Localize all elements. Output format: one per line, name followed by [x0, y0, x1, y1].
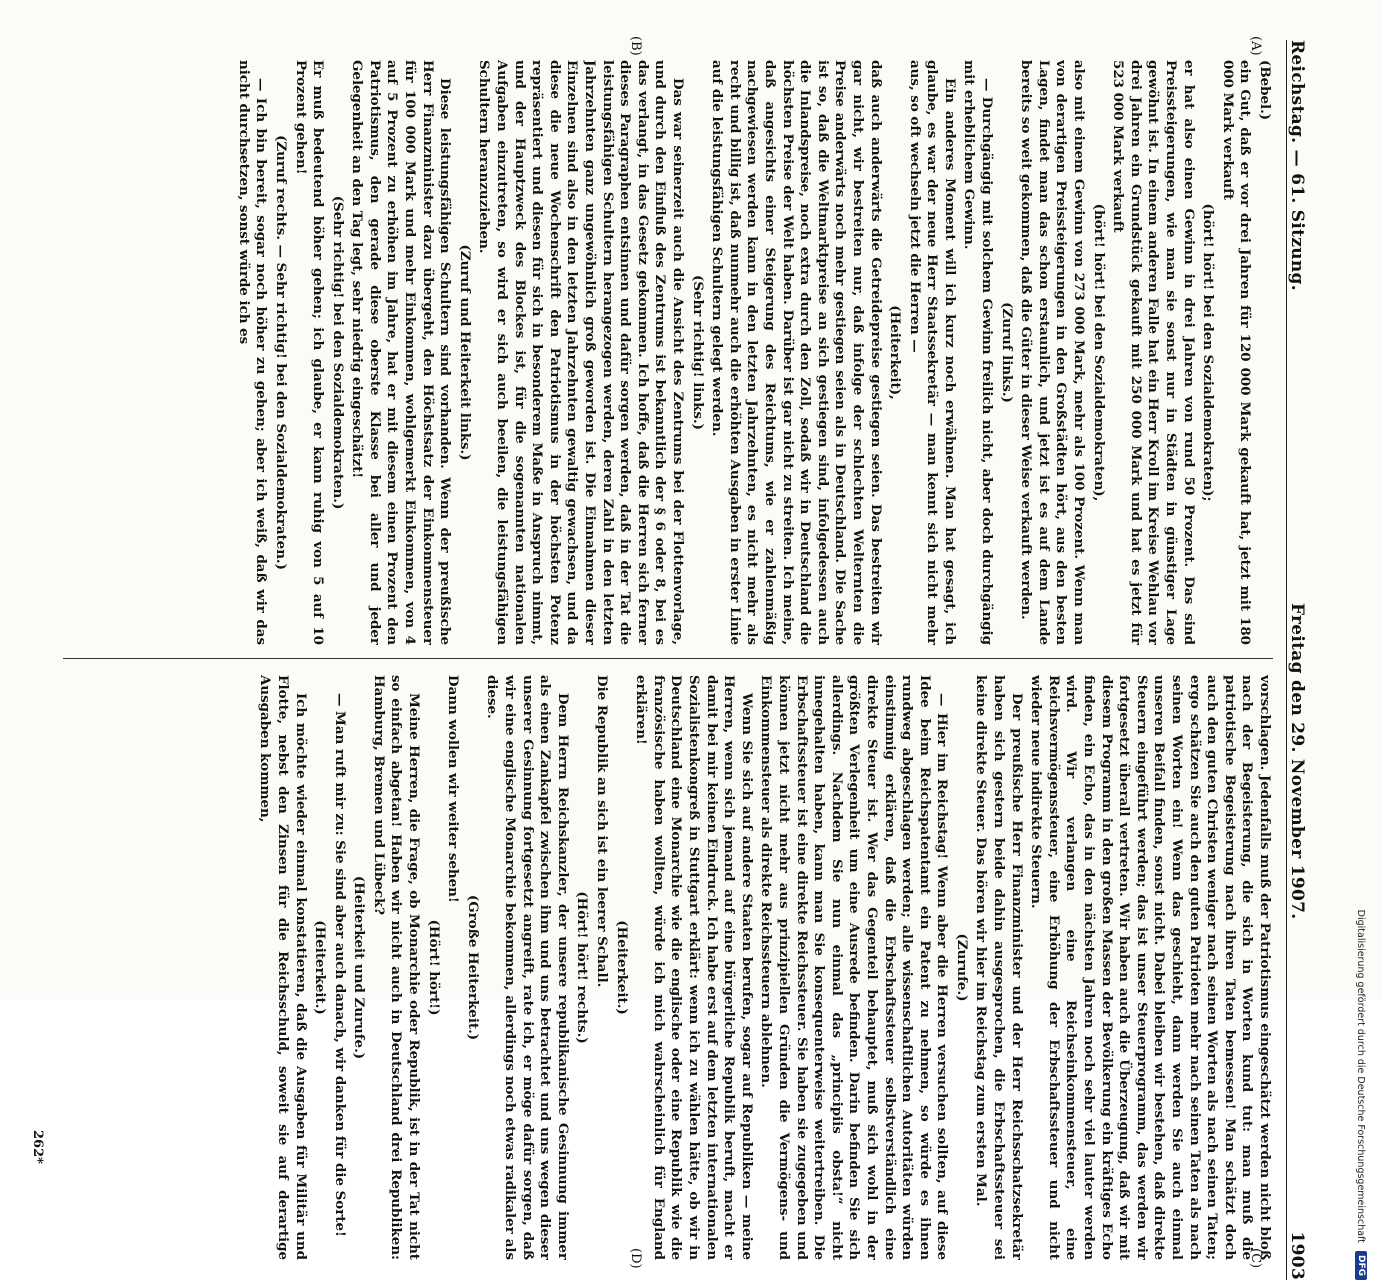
paragraph: Diese leistungsfähigen Schultern sind vorhanden. Wenn der preußische Herr Finanzminister dazu übergeht, den Höchstsatz der Einkommensteuer für 100 000 Mark und mehr Einkommen, wohlgemerkt Einkommen, von 4 auf 5 Prozent zu erhöhen im Jahre, hat er mit diesem einen Prozent den Patriotismus, den gerade diese oberste Klasse bei aller und jeder Gelegenheit an den Tag legt, sehr niedrig eingeschätzt! — [349, 60, 454, 645]
interjection: (Zurufe.) — [953, 933, 970, 1002]
left-column — [53, 60, 1273, 645]
speaker-name: (Bebel.) — [1257, 60, 1273, 121]
running-header — [1286, 40, 1323, 1280]
interjection: (Hört! hört! rechts.) — [574, 891, 591, 1044]
paragraph: Dann wollen wir weiter sehen! — [445, 675, 462, 903]
interjection: (Heiterkeit.) — [613, 920, 630, 1015]
interjection: (hört! hört! bei den Sozialdemokraten); — [1200, 203, 1217, 502]
paragraph: Das war seinerzeit auch die Ansicht des Zentrums bei der Flottenvorlage, und durch den Einfluß des Zentrums ist bekanntlich der § 6 oder 8, bei es das verlangt, in das Gesetz gekommen. Ich hoffe, daß die Herren sich ferner dieses Paragraphen entsinnen und dafür sorgen werden, daß in der Tat die leistungsfähigen Schultern herangezogen werden, deren Zahl in den letzten Jahrzehnten ganz ungewöhnlich groß geworden ist. Die Einnahmen dieser Einzelnen sind also in den letzten Jahrzehnten gewaltig gewachsen, und da diese die neue Wochenschrift den Patriotismus in der höchsten Potenz repräsentiert und diesen für sich in besonderem Maße in Anspruch nimmt, und der Hauptzweck des Blockes ist, für die sogenannten nationalen Aufgaben einzutreten, so wird er sich auch beeilen, die leistungsfähigen Schultern heranzuziehen. — [476, 60, 686, 645]
paragraph: also mit einem Gewinn von 273 000 Mark, mehr als 100 Prozent. Wenn man von derartigen Preissteigerungen in den Großstädten hört, aus den besten Lagen, findet man das schon erstaunlich, und jetzt ist es auf dem Lande bereits so weit gekommen, daß die Güter in dieser Weise verkauft werden. — [1018, 60, 1088, 645]
interjection: (hört! hört! bei den Sozialdemokraten), — [1090, 203, 1107, 502]
right-column — [53, 675, 1273, 1260]
paragraph: — Man ruft mir zu: Sie sind aber auch danach, wir danken für die Sorte! — [331, 693, 348, 1237]
signature-mark: 262* — [30, 1130, 45, 1164]
interjection: (Heiterkeit), — [887, 305, 904, 400]
paragraph: Die Republik an sich ist ein leerer Schall. — [594, 675, 611, 988]
paragraph: Er muß bedeutend höher gehen; ich glaube, er kann ruhig von 5 auf 10 Prozent gehen! — [292, 60, 327, 645]
interjection: (Zuruf rechts. — Sehr richtig! bei den Sozialdemokraten.) — [272, 135, 289, 570]
digitization-credit: Digitalisierung gefördert durch die Deutsche Forschungsgemeinschaft — [1355, 909, 1367, 1243]
paragraph: Ein anderes Moment will ich kurz noch erwähnen. Man hat gesagt, ich glaube, es war der neue Herr Staatssekretär — man kennt sich nicht mehr aus, so oft wechseln jetzt die Herren — — [906, 60, 958, 645]
digitization-footer — [1353, 40, 1369, 1280]
paragraph: — Hier im Reichstag! Wenn aber die Herren versuchen sollten, auf diese Idee beim Reichspatentamt ein Patent zu nehmen, so würde es ihnen rundweg abgeschlagen werden; alle wissenschaftlichen Autoritäten würden einstimmig erklären, daß die Erbschaftssteuer selbstverständlich eine direkte Steuer ist. Wer das Gegenteil behauptet, muß sich wohl in der größten Verlegenheit um eine Ausrede befinden. Darin befinden Sie sich allerdings. Nachdem Sie nun einmal das „principiis obsta!“ nicht innegehalten haben, kann man Sie konsequenterweise weitertreiben. Die Erbschaftssteuer ist eine direkte Reichssteuer. Sie haben sie zugegeben und können jetzt nicht mehr aus prinzipiellen Gründen die Vermögens- und Einkommensteuer als direkte Reichssteuern ablehnen. — [758, 675, 951, 1260]
interjection: (Zuruf und Heiterkeit links.) — [456, 244, 473, 461]
paragraph: Dem Herrn Reichskanzler, der unsere republikanische Gesinnung immer als einen Zankapfel zwischen ihm und uns betrachtet und uns wegen dieser unserer Gesinnung fortgesetzt angreift, rate ich, er möge dafür sorgen, daß wir eine englische Monarchie bekommen, allerdings noch etwas radikaler als diese. — [484, 675, 571, 1260]
paragraph: Der preußische Herr Finanzminister und der Herr Reichsschatzsekretär haben sich gestern beide dahin ausgesprochen, die Erbschaftssteuer sei keine direkte Steuer. Das hören wir hier im Reichstag zum ersten Mal. — [973, 675, 1025, 1260]
margin-marker-c: (C) — [1248, 1248, 1263, 1269]
paragraph: Wenn Sie sich auf andere Staaten berufen, sogar auf Republiken — meine Herren, wenn sich jemand auf eine bürgerliche Republik beruft, macht er damit bei mir keinen Eindruck. Ich habe erst auf dem letzten internationalen Sozialistenkongreß in Stuttgart erklärt: wenn ich zu wählen hätte, ob wir in Deutschland eine Monarchie wie die englische oder eine Republik wie die französische haben wollten, würde ich mich wahrscheinlich für England erklären! — [633, 675, 755, 1260]
interjection: (Sehr richtig! links.) — [689, 275, 706, 430]
header-page-number: 1903 — [1287, 1231, 1307, 1280]
interjection: (Hört! hört!) — [425, 919, 442, 1016]
paragraph: vorschlagen. Jedenfalls muß der Patriotismus eingeschätzt werden nicht bloß nach der Begeisterung, die sich in Worten kund tut: man muß die patriotische Begeisterung nach ihren Taten bemessen! Man schätzt doch auch den guten Christen weniger nach seinen Worten als nach seinen Taten; ergo schätzen Sie auch den guten Patrioten mehr nach seinen Taten als nach seinen Worten ein! Wenn das geschieht, dann werden Sie auch einmal unseren Beifall finden, sonst nicht. Dabei bleiben wir bestehen, daß direkte Steuern eingeführt werden; das ist unser Steuerprogramm, das werden wir fortgesetzt überall vertreten. Wir haben auch die Überzeugung, daß wir mit diesem Programm in den großen Massen der Bevölkerung ein kräftiges Echo finden, ein Echo, das in den nächsten Jahren noch sehr viel lauter werden wird. Wir verlangen eine Reichseinkommensteuer, eine Reichsvermögenssteuer, eine Erhöhung der Erbschaftssteuer und nicht wieder neue indirekte Steuern. — [1028, 675, 1273, 1260]
paragraph: er hat also einen Gewinn in drei Jahren von rund 50 Prozent. Das sind Preissteigerungen, wie man sie sonst nur in Städten in günstiger Lage gewöhnt ist. In einem anderen Falle hat ein Herr Kroll im Kreise Wehlau vor drei Jahren ein Grundstück gekauft mit 250 000 Mark und hat es jetzt für 523 000 Mark verkauft — [1110, 60, 1197, 645]
header-date: Freitag den 29. November 1907. — [1287, 602, 1307, 920]
margin-marker-b: (B) — [628, 36, 643, 56]
interjection: (Große Heiterkeit.) — [464, 894, 481, 1041]
paragraph: ein Gut, daß er vor drei Jahren für 120 000 Mark gekauft hat, jetzt mit 180 000 Mark verkauft — [1219, 60, 1254, 645]
paragraph: Meine Herren, die Frage, ob Monarchie oder Republik, ist in der Tat nicht so einfach abgetan! Haben wir nicht auch in Deutschland drei Republiken: Hamburg, Bremen und Lübeck? — [370, 675, 423, 1260]
interjection: (Zuruf links.) — [998, 302, 1015, 403]
paragraph: — Ich bin bereit, sogar noch höher zu gehen; aber ich weiß, daß wir das nicht durchsetzen, sonst würde ich es — [235, 60, 270, 645]
paragraph: Ich möchte wieder einmal konstatieren, daß die Ausgaben für Militär und Flotte, nebst den Zinsen für die Reichsschuld, soweit sie auf derartige Ausgaben kommen, — [257, 675, 309, 1260]
margin-marker-a: (A) — [1248, 36, 1263, 56]
dfg-logo: DFG — [1355, 1251, 1367, 1280]
header-session: Reichstag. — 61. Sitzung. — [1287, 40, 1307, 291]
paragraph: — Durchgängig mit solchem Gewinn freilich nicht, aber doch durchgängig mit erheblichem Gewinn. — [961, 60, 996, 645]
margin-marker-d: (D) — [628, 1248, 643, 1269]
interjection: (Heiterkeit.) — [312, 920, 329, 1015]
interjection: (Sehr richtig! bei den Sozialdemokraten.) — [329, 195, 346, 510]
interjection: (Heiterkeit und Zurufe.) — [351, 875, 368, 1060]
paragraph: daß auch anderwärts die Getreidepreise gestiegen seien. Das bestreiten wir gar nicht, wir bestreiten nur, daß infolge der schlechten Welternten die Preise anderwärts noch mehr gestiegen seien als in Deutschland. Die Sache ist so, daß die Weltmarktpreise an sich gestiegen sind, infolgedessen auch die Inlandspreise, noch extra durch den Zoll, sodaß wir in Deutschland die höchsten Preise der Welt haben. Darüber ist gar nicht zu streiten. Ich meine, daß angesichts einer Steigerung des Reichtums, wie er zahlenmäßig nachgewiesen werden kann in den letzten Jahrzehnten, es nicht mehr als recht und billig ist, daß nunmehr auch die erhöhten Ausgaben in erster Linie auf die leistungsfähigen Schultern gelegt werden. — [709, 60, 884, 645]
column-divider — [63, 658, 1273, 659]
